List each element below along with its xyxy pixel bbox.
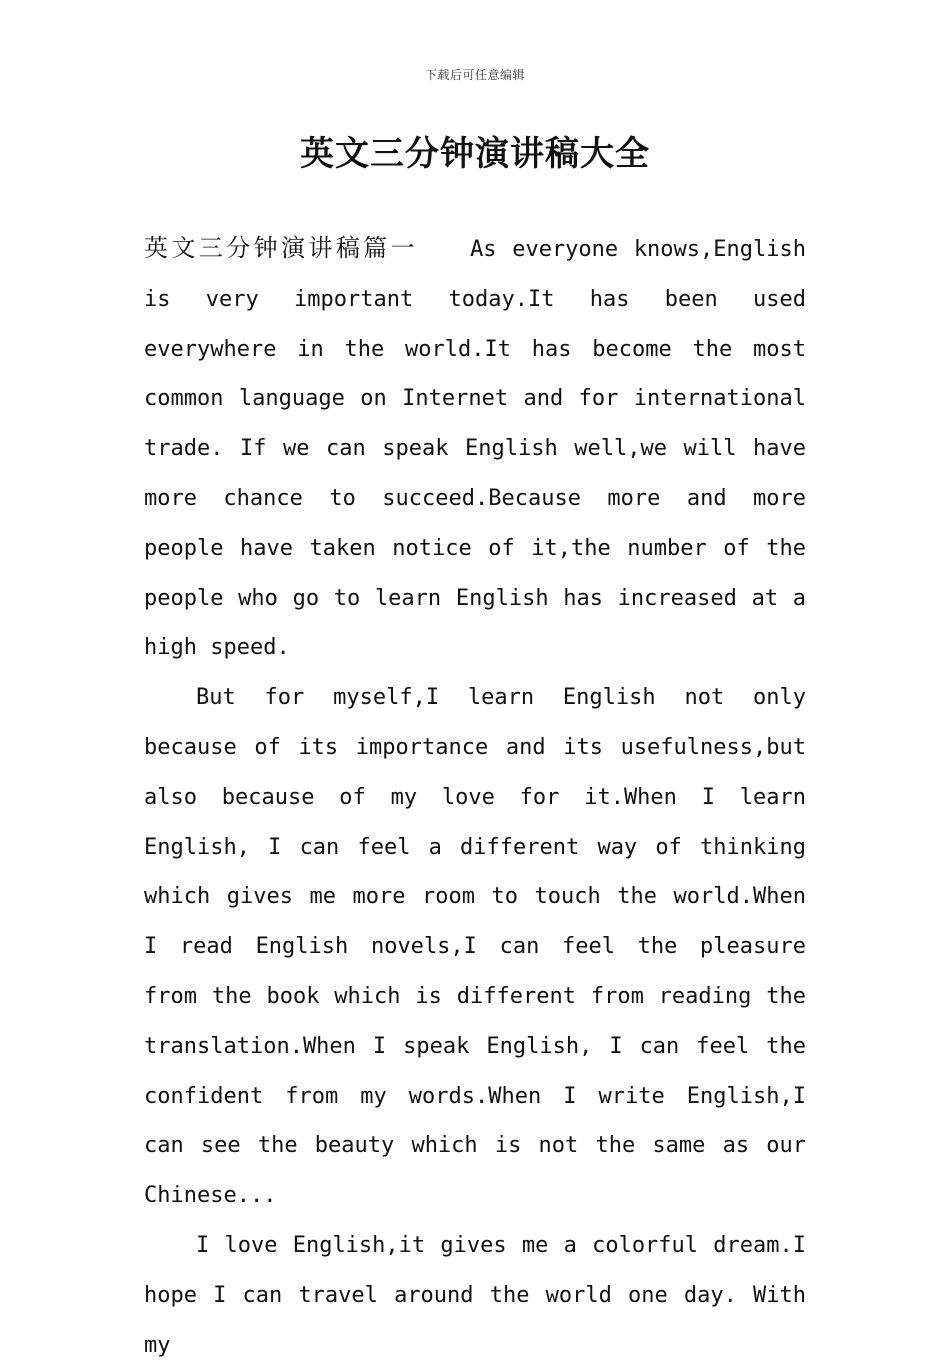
paragraph-1 [144, 224, 806, 673]
document-title: 英文三分钟演讲稿大全 [300, 134, 650, 174]
paragraph-3: I love English,it gives me a colorful dream.I hope I can travel around the world one day. With my [144, 1232, 806, 1358]
paragraph-1-text: As everyone knows,English is very important today.It has been used everywhere in the world.It has become the most common language on Internet and for international trade. If we can speak English well,we will have more chance to succeed.Because more and more people have taken notice of it,the number of the people who go to learn English has increased at a high speed. [144, 237, 807, 661]
paragraph-2: But for myself,I learn English not only because of its importance and its usefulness,but also because of my love for it.When I learn English, I can feel a different way of thinking which gives me more room to touch the world.When I read English novels,I can feel the pleasure from the book which is different from reading the translation.When I speak English, I can feel the confident from my words.When I write English,I can see the beauty which is not the same as our Chinese... [144, 685, 806, 1209]
page-header-note: 下载后可任意编辑 [424, 68, 525, 82]
section-heading: 英文三分钟演讲稿篇一 [144, 234, 419, 262]
document-body [144, 224, 806, 1370]
